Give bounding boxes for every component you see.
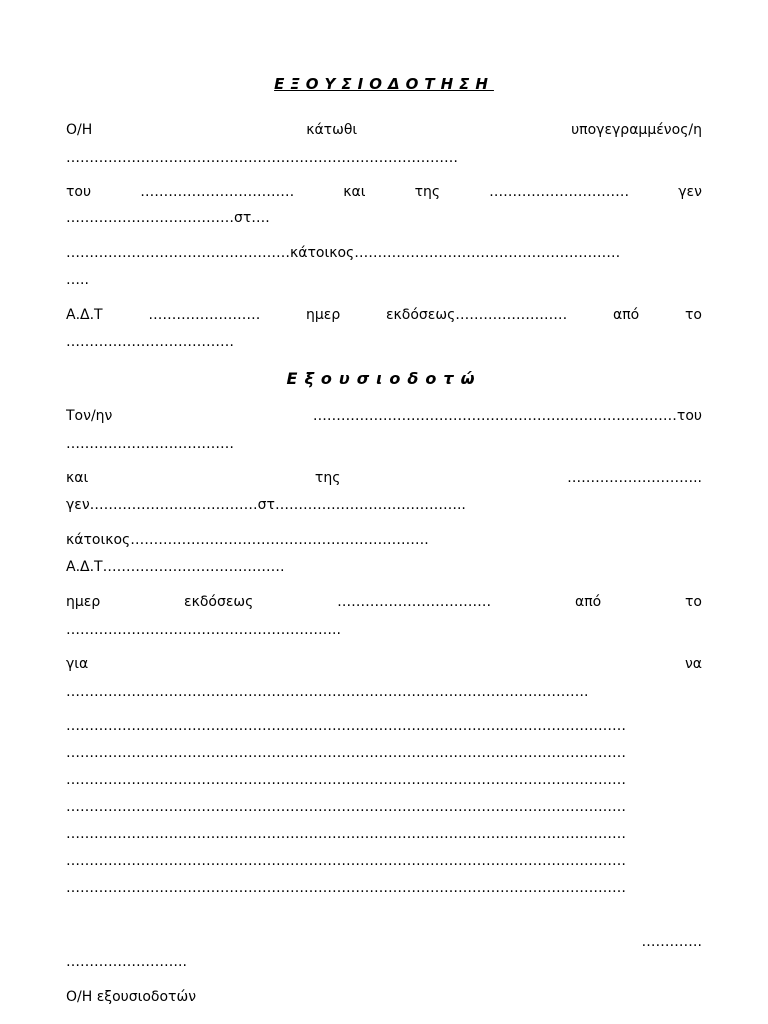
document-title: ΕΞΟΥΣΙΟΔΟΤΗΣΗ — [274, 75, 494, 93]
fill-line: ………………………………………………………………………………………………………… — [66, 826, 626, 842]
text-segment: το — [685, 594, 702, 610]
agent-line-3 — [66, 468, 702, 488]
text-segment: εκδόσεως…………………… — [385, 307, 568, 323]
text-segment: Τον/ην — [66, 408, 113, 424]
agent-line-4: γεν………………………………στ………………………………….. — [66, 497, 466, 513]
text-segment: και — [343, 184, 366, 200]
text-segment: γεν — [678, 184, 702, 200]
principal-line-4: ………………………………στ…. — [66, 210, 270, 226]
text-segment: Α.Δ.Τ — [66, 307, 103, 323]
principal-line-2: ………………………………………………………………………… — [66, 150, 458, 166]
text-segment: από — [613, 307, 640, 323]
fill-line: ………………………………………………………………………………………………………… — [66, 772, 626, 788]
fill-line: ………………………………………………………………………………………………………… — [66, 718, 626, 734]
text-segment: ημερ — [306, 307, 341, 323]
principal-line-5: …………………………………………κάτοικος………………………………………………… — [66, 245, 621, 261]
text-segment: …………………………… — [337, 594, 492, 610]
principal-line-8: ……………………………… — [66, 334, 234, 350]
text-segment: ημερ — [66, 594, 101, 610]
text-segment: κάτωθι — [306, 122, 358, 138]
signature-label: Ο/Η εξουσιοδοτών — [66, 989, 197, 1005]
section-subtitle: Εξουσιοδοτώ — [286, 369, 482, 388]
principal-line-3 — [66, 182, 702, 202]
text-segment: ……………………………………………………………………του — [312, 408, 702, 424]
principal-line-1 — [66, 120, 702, 140]
fill-line: ………………………………………………………………………………………………………… — [66, 799, 626, 815]
text-segment: υπογεγραμμένος/η — [571, 122, 702, 138]
agent-line-7 — [66, 592, 702, 612]
text-segment: εκδόσεως — [184, 594, 254, 610]
agent-line-5: κάτοικος………………………………………………………. — [66, 532, 429, 548]
text-segment: και — [66, 470, 89, 486]
principal-line-7 — [66, 305, 702, 325]
date-line-2: …………………….. — [66, 954, 187, 970]
text-segment: για — [66, 656, 89, 672]
agent-line-2: ……………………………… — [66, 436, 234, 452]
agent-line-8: ………………………………………………….. — [66, 622, 341, 638]
text-segment: το — [684, 307, 702, 323]
text-segment: ………………………… — [489, 184, 630, 200]
text-segment: Ο/Η — [66, 122, 93, 138]
fill-line: ………………………………………………………………………………………………………… — [66, 880, 626, 896]
text-segment: της — [414, 184, 441, 200]
agent-line-6: Α.Δ.Τ………………………………… — [66, 559, 285, 575]
fill-line: ………………………………………………………………………………………………………… — [66, 853, 626, 869]
text-segment: …………………… — [148, 307, 261, 323]
text-segment: από — [574, 594, 602, 610]
text-segment: του — [66, 184, 92, 200]
text-segment: της — [314, 470, 341, 486]
agent-line-9 — [66, 654, 702, 674]
agent-line-10: …………………………………………………………………………………………………. — [66, 684, 589, 700]
text-segment: …………………………… — [140, 184, 295, 200]
date-line: …………. — [641, 934, 702, 950]
agent-line-1 — [66, 406, 702, 426]
fill-line: ………………………………………………………………………………………………………… — [66, 745, 626, 761]
text-segment: ……………………….. — [567, 470, 702, 486]
principal-line-6: ….. — [66, 272, 89, 288]
text-segment: να — [684, 656, 702, 672]
